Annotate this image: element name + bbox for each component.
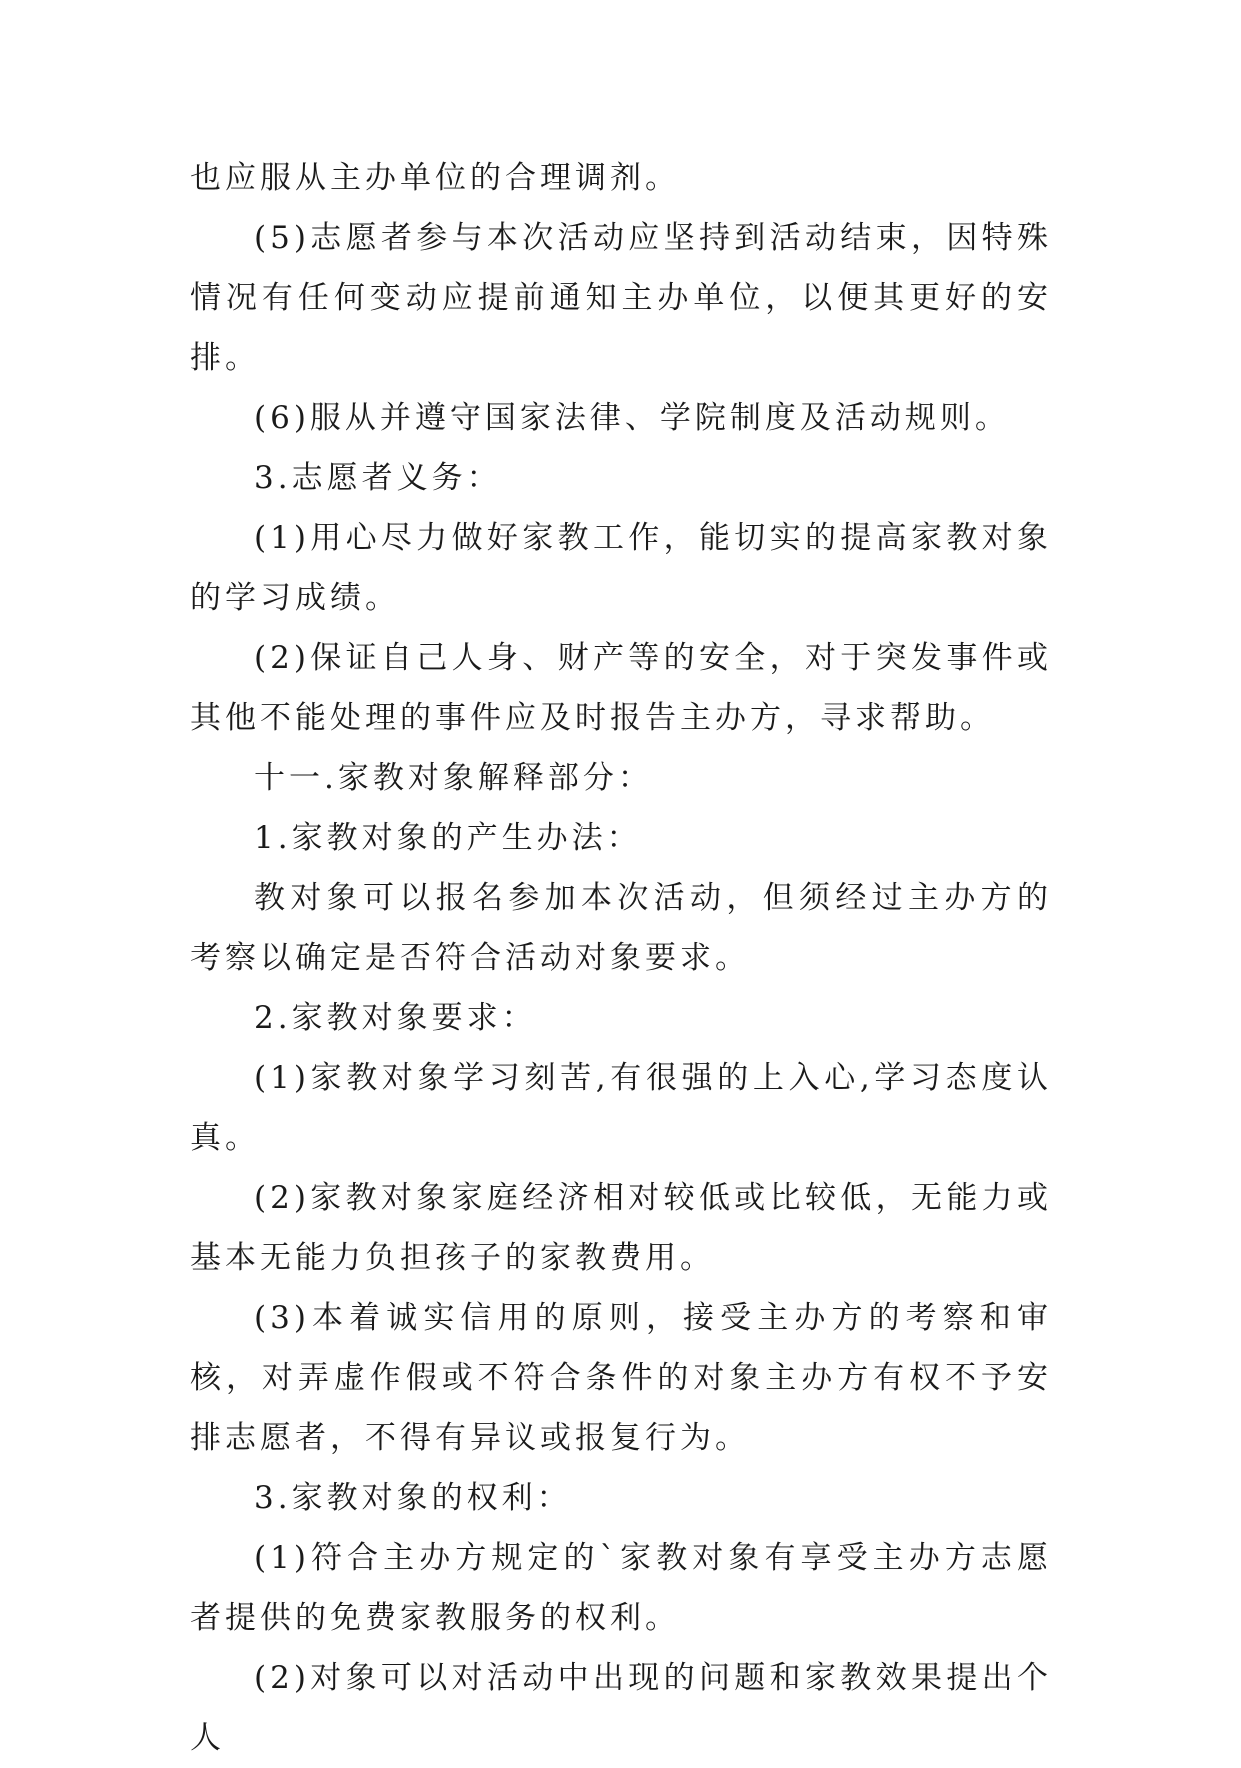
paragraph-15: (1)符合主办方规定的`家教对象有享受主办方志愿者提供的免费家教服务的权利。 — [190, 1540, 1052, 1636]
paragraph-1: 也应服从主办单位的合理调剂。 — [190, 160, 680, 196]
paragraph-16: (2)对象可以对活动中出现的问题和家教效果提出个人 — [190, 1660, 1052, 1756]
subsection-heading-requirements: 2.家教对象要求： — [254, 1000, 537, 1036]
paragraph-3: (6)服从并遵守国家法律、学院制度及活动规则。 — [254, 400, 1010, 436]
section-heading-tutoring-targets: 十一.家教对象解释部分： — [254, 760, 653, 796]
subsection-heading-selection: 1.家教对象的产生办法： — [254, 820, 642, 856]
subsection-heading-rights: 3.家教对象的权利： — [254, 1480, 572, 1516]
paragraph-2: (5)志愿者参与本次活动应坚持到活动结束，因特殊情况有任何变动应提前通知主办单位，以便其更好的安排。 — [190, 220, 1052, 376]
paragraph-12: (2)家教对象家庭经济相对较低或比较低，无能力或基本无能力负担孩子的家教费用。 — [190, 1180, 1052, 1276]
paragraph-9: 教对象可以报名参加本次活动，但须经过主办方的考察以确定是否符合活动对象要求。 — [190, 880, 1052, 976]
paragraph-5: (1)用心尽力做好家教工作，能切实的提高家教对象的学习成绩。 — [190, 520, 1052, 616]
document-body — [190, 148, 1052, 1768]
section-heading-volunteer-duties: 3.志愿者义务： — [254, 460, 502, 496]
paragraph-6: (2)保证自己人身、财产等的安全，对于突发事件或其他不能处理的事件应及时报告主办方，寻求帮助。 — [190, 640, 1052, 736]
paragraph-13: (3)本着诚实信用的原则，接受主办方的考察和审核，对弄虚作假或不符合条件的对象主办方有权不予安排志愿者，不得有异议或报复行为。 — [190, 1300, 1052, 1456]
paragraph-11: (1)家教对象学习刻苦,有很强的上入心,学习态度认真。 — [190, 1060, 1052, 1156]
